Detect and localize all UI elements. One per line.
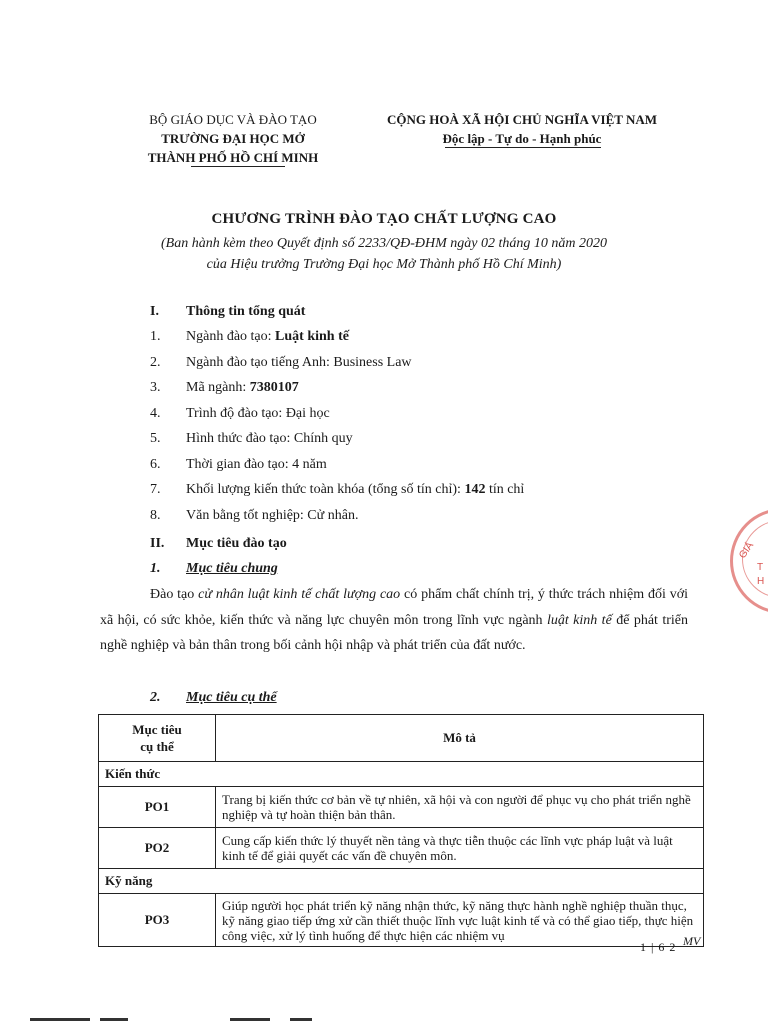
objective-description: Trang bị kiến thức cơ bản về tự nhiên, xã hội và con người để phục vụ cho phát triển nghề nghiệp và tự hoàn thiện bản thân. (216, 787, 704, 828)
list-item: 5. Hình thức đào tạo: Chính quy (150, 431, 353, 446)
scan-artifact (230, 1018, 270, 1021)
section-heading-objectives: II. Mục tiêu đào tạo (150, 536, 287, 551)
motto: Độc lập - Tự do - Hạnh phúc (442, 131, 602, 146)
column-header-description: Mô tả (216, 715, 704, 762)
scan-artifact (30, 1018, 90, 1021)
objectives-table (98, 714, 704, 947)
objective-code: PO2 (99, 828, 216, 869)
table-row (99, 787, 704, 828)
objective-code: PO3 (99, 894, 216, 947)
list-item: 3. Mã ngành: 7380107 (150, 380, 299, 395)
general-objective-paragraph: Đào tạo cử nhân luật kinh tế chất lượng cao có phẩm chất chính trị, ý thức trách nhiệm đối với xã hội, có sức khỏe, kiến thức và năng lực chuyên môn trong lĩnh vực ngành luật kinh tế để phát triển nghề nghiệp và bản thân trong bối cảnh hội nhập và phát triển của đất nước. (100, 587, 688, 653)
republic-name: CỘNG HOÀ XÃ HỘI CHỦ NGHĨA VIỆT NAM (386, 112, 658, 127)
column-header-code: Mục tiêu cụ thể (99, 715, 216, 762)
signature-mark: MV (683, 934, 701, 948)
header-ministry (118, 110, 348, 167)
group-label-knowledge: Kiến thức (99, 762, 704, 787)
stamp-text: T (757, 562, 764, 573)
list-item: 7. Khối lượng kiến thức toàn khóa (tổng số tín chỉ): 142 tín chỉ (150, 482, 525, 497)
subtitle-line2: của Hiệu trưởng Trường Đại học Mở Thành phố Hồ Chí Minh) (206, 257, 562, 272)
subsection-specific-objectives: 2. Mục tiêu cụ thể (150, 690, 277, 705)
subsection-general-objective: 1. Mục tiêu chung (150, 561, 278, 576)
list-item: 2. Ngành đào tạo tiếng Anh: Business Law (150, 354, 412, 370)
section-heading-general: I. Thông tin tổng quát (150, 304, 306, 319)
list-item: 4. Trình độ đào tạo: Đại học (150, 405, 330, 421)
table-group-row (99, 762, 704, 787)
stamp-text: GIÁ (737, 540, 757, 561)
subtitle-line1: (Ban hành kèm theo Quyết định số 2233/QĐ-ĐHM ngày 02 tháng 10 năm 2020 (161, 236, 607, 251)
objective-code: PO1 (99, 787, 216, 828)
list-item: 8. Văn bằng tốt nghiệp: Cử nhân. (150, 507, 359, 523)
objective-description: Cung cấp kiến thức lý thuyết nền tảng và thực tiễn thuộc các lĩnh vực pháp luật và luật kinh tế để giải quyết các vấn đề chuyên môn. (216, 828, 704, 869)
list-item: 6. Thời gian đào tạo: 4 năm (150, 456, 327, 472)
objective-description: Giúp người học phát triển kỹ năng nhận thức, kỹ năng thực hành nghề nghiệp thuần thục, kỹ năng giao tiếp ứng xử cần thiết thuộc lĩnh vực luật kinh tế và có thể giao tiếp, thực hiện công việc, xử lý tình huống để thực hiện các nhiệm vụ (216, 894, 704, 947)
table-header-row (99, 715, 704, 762)
university-name: TRƯỜNG ĐẠI HỌC MỞ (161, 131, 305, 146)
scan-artifact (100, 1018, 128, 1021)
table-row (99, 894, 704, 947)
stamp-text: H (757, 576, 765, 587)
list-item: 1. Ngành đào tạo: Luật kinh tế (150, 329, 349, 344)
page-number: 1 | 6 2 (640, 940, 677, 954)
group-label-skills: Kỹ năng (99, 869, 704, 894)
general-info-list (0, 327, 768, 531)
header-republic (362, 110, 682, 148)
header-left-underline (191, 166, 285, 167)
motto-underline (445, 147, 601, 148)
table-group-row (99, 869, 704, 894)
scan-artifact (290, 1018, 312, 1021)
university-city: THÀNH PHỐ HỒ CHÍ MINH (147, 150, 319, 165)
document-title: CHƯƠNG TRÌNH ĐÀO TẠO CHẤT LƯỢNG CAO (211, 211, 557, 227)
table-row (99, 828, 704, 869)
ministry-name: BỘ GIÁO DỤC VÀ ĐÀO TẠO (149, 112, 317, 127)
document-subtitle (60, 233, 708, 275)
